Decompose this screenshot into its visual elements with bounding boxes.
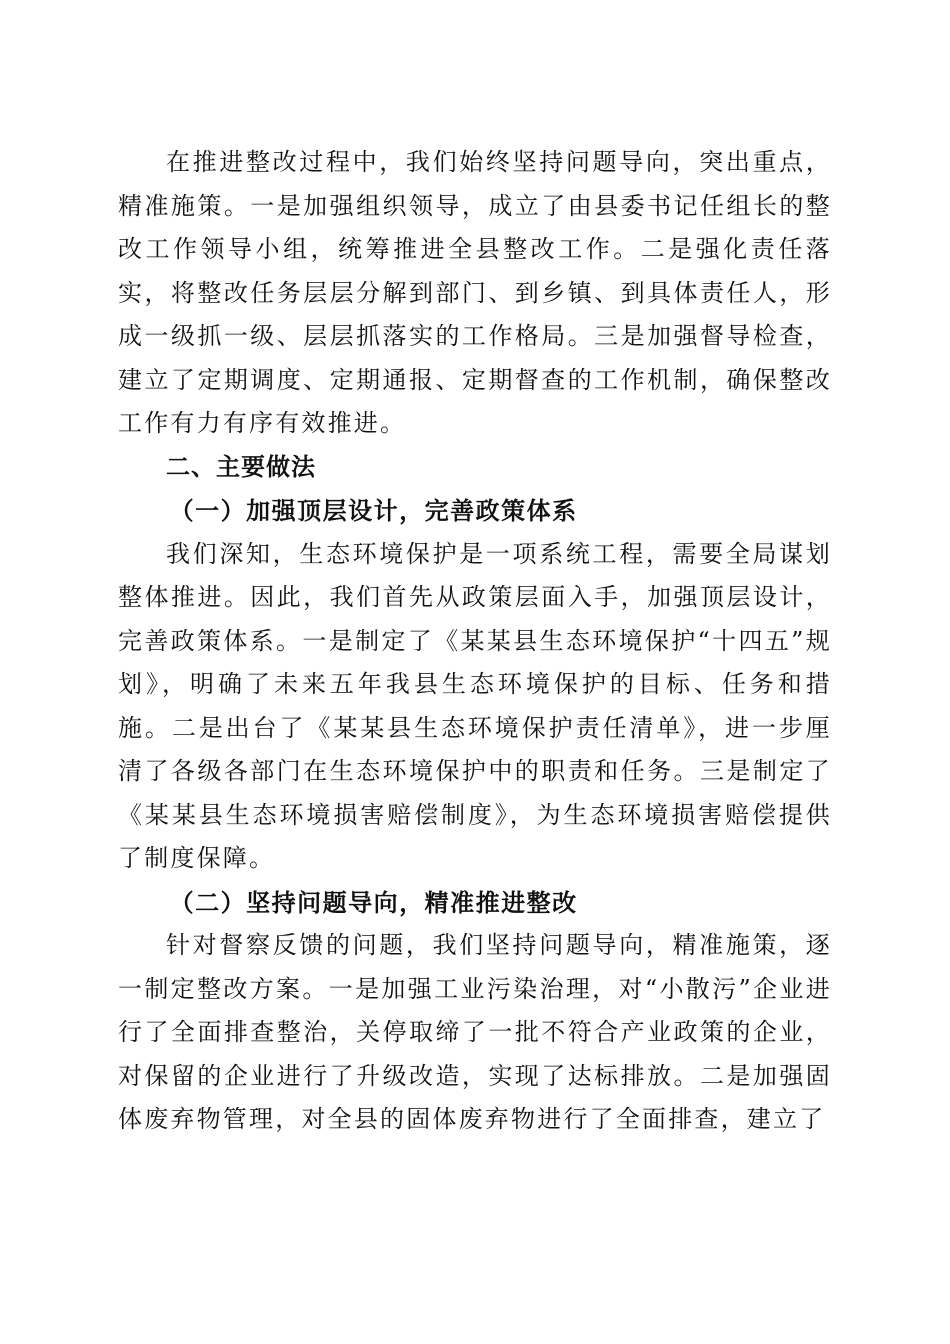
body-paragraph-rectification-process: 在推进整改过程中，我们始终坚持问题导向，突出重点，精准施策。一是加强组织领导，成立了由县委书记任组长的整改工作领导小组，统筹推进全县整改工作。二是强化责任落实，将整改任务层层分解到部门、到乡镇、到具体责任人，形成一级抓一级、层层抓落实的工作格局。三是加强督导检查，建立了定期调度、定期通报、定期督查的工作机制，确保整改工作有力有序有效推进。 xyxy=(118,148,832,437)
document-body xyxy=(118,141,832,1142)
body-paragraph-rectification-measures: 针对督察反馈的问题，我们坚持问题导向，精准施策，逐一制定整改方案。一是加强工业污染治理，对“小散污”企业进行了全面排查整治，关停取缔了一批不符合产业政策的企业，对保留的企业进行了升级改造，实现了达标排放。二是加强固体废弃物管理，对全县的固体废弃物进行了全面排查，建立了 xyxy=(118,931,832,1133)
subheading-problem-oriented: （二）坚持问题导向，精准推进整改 xyxy=(169,887,578,917)
body-paragraph-policy-system: 我们深知，生态环境保护是一项系统工程，需要全局谋划整体推进。因此，我们首先从政策层面入手，加强顶层设计，完善政策体系。一是制定了《某某县生态环境保护“十四五”规划》，明确了未来五年我县生态环境保护的目标、任务和措施。二是出台了《某某县生态环境保护责任清单》，进一步厘清了各级各部门在生态环境保护中的职责和任务。三是制定了《某某县生态环境损害赔偿制度》，为生态环境损害赔偿提供了制度保障。 xyxy=(118,539,832,872)
subheading-top-level-design: （一）加强顶层设计，完善政策体系 xyxy=(169,496,578,525)
section-heading-main-practices: 二、主要做法 xyxy=(166,452,316,481)
